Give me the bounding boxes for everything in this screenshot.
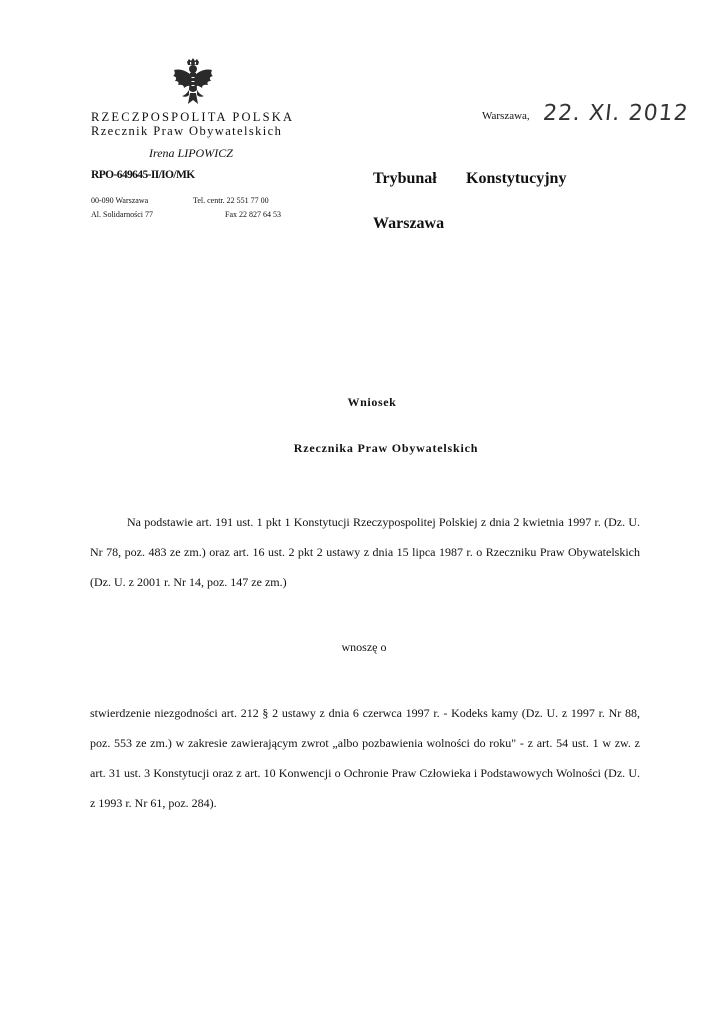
issuer-office: Rzecznik Praw Obywatelskich: [91, 124, 283, 138]
recipient-word-2: Konstytucyjny: [466, 170, 567, 187]
place-label: Warszawa,: [482, 110, 530, 122]
address-line-1: 00-090 Warszawa: [91, 196, 149, 205]
motion-phrase: wnoszę o: [341, 640, 387, 654]
address-line-2: Al. Solidarności 77: [91, 210, 153, 219]
document-subtitle: Rzecznika Praw Obywatelskich: [293, 441, 479, 455]
document-title: Wniosek: [347, 395, 397, 409]
reference-number: RPO-649645-II/IO/MK: [91, 169, 195, 181]
fax-number: Fax 22 827 64 53: [225, 210, 281, 219]
issuer-person: Irena LIPOWICZ: [149, 146, 233, 160]
recipient-word-1: Trybunał: [373, 170, 437, 187]
legal-basis-paragraph: Na podstawie art. 191 ust. 1 pkt 1 Konstytucji Rzeczypospolitej Polskiej z dnia 2 kwietnia 1997 r. (Dz. U. Nr 78, poz. 483 ze zm.) oraz art. 16 ust. 2 pkt 2 ustawy z dnia 15 lipca 1987 r. o Rzeczniku Praw Obywatelskich (Dz. U. z 2001 r. Nr 14, poz. 147 ze zm.): [90, 515, 640, 589]
issuer-name: RZECZPOSPOLITA POLSKA: [91, 110, 295, 124]
handwritten-date: 22. XI. 2012: [541, 101, 690, 126]
recipient-city: Warszawa: [373, 215, 445, 232]
request-paragraph: stwierdzenie niezgodności art. 212 § 2 ustawy z dnia 6 czerwca 1997 r. - Kodeks kamy (Dz. U. z 1997 r. Nr 88, poz. 553 ze zm.) w zakresie zawierającym zwrot „albo pozbawienia wolności do roku" - z art. 54 ust. 1 w zw. z art. 31 ust. 3 Konstytucji oraz z art. 10 Konwencji o Ochronie Praw Człowieka i Podstawowych Wolności (Dz. U. z 1993 r. Nr 61, poz. 284).: [90, 706, 640, 810]
polish-eagle-emblem-icon: [170, 58, 216, 108]
phone-number: Tel. centr. 22 551 77 00: [193, 196, 269, 205]
